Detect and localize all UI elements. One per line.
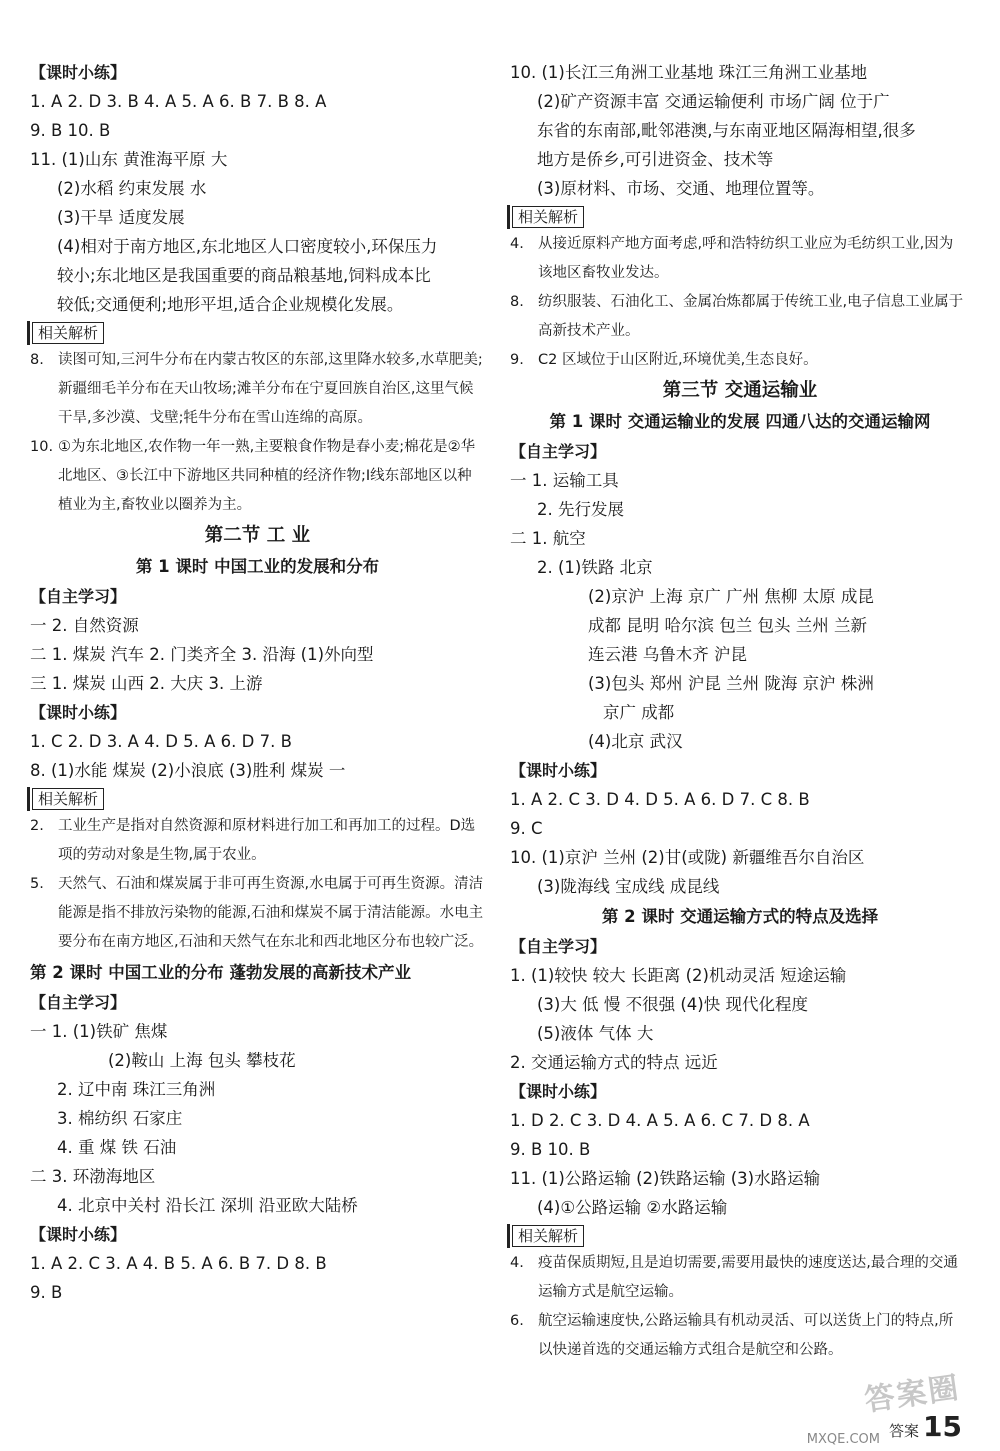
answer-line: 二 3. 环渤海地区	[30, 1167, 156, 1186]
explanation-number: 4.	[510, 236, 524, 252]
answer-line: (3)大 低 慢 不很强 (4)快 现代化程度	[537, 995, 808, 1014]
answer-line: (2)矿产资源丰富 交通运输便利 市场广阔 位于广	[537, 92, 890, 111]
explanation-text: ①为东北地区,农作物一年一熟,主要粮食作物是春小麦;棉花是②华北地区、③长江中下游地区共同种植的经济作物;Ⅰ线东部地区以种植业为主,畜牧业以圈养为主。	[58, 439, 476, 513]
answer-line: (4)①公路运输 ②水路运输	[537, 1198, 728, 1217]
explanation-number: 8.	[30, 352, 44, 368]
answer-line: 二 1. 煤炭 汽车 2. 门类齐全 3. 沿海 (1)外向型	[30, 645, 374, 664]
left-column	[30, 58, 485, 1307]
chapter-section-title: 第三节 交通运输业	[662, 380, 818, 401]
explanation-item	[510, 346, 970, 375]
section-heading: 【课时小练】	[510, 1082, 607, 1101]
explanation-item	[510, 288, 970, 346]
answer-line: 二 1. 航空	[510, 529, 586, 548]
answer-line: 较低;交通便利;地形平坦,适合企业规模化发展。	[57, 295, 404, 314]
explanation-item	[30, 812, 485, 870]
explanation-number: 10.	[30, 439, 54, 455]
answer-line: (2)水稻 约束发展 水	[57, 179, 207, 198]
answer-line: 2. 辽中南 珠江三角洲	[57, 1080, 216, 1099]
page-number-value: 15	[923, 1410, 962, 1443]
answer-line: 较小;东北地区是我国重要的商品粮基地,饲料成本比	[57, 266, 431, 285]
right-column	[510, 58, 970, 1365]
watermark-logo: 答案圈	[862, 1370, 963, 1419]
answer-line: 京广 成都	[603, 703, 675, 722]
explanation-text: C2 区域位于山区附近,环境优美,生态良好。	[538, 352, 818, 368]
analysis-tag-label: 相关解析	[32, 788, 104, 810]
explanation-text: 疫苗保质期短,且是迫切需要,需要用最快的速度送达,最合理的交通运输方式是航空运输。	[538, 1255, 958, 1300]
answer-line: 成都 昆明 哈尔滨 包兰 包头 兰州 兰新	[588, 616, 867, 635]
watermark-url: MXQE.COM	[806, 1432, 880, 1447]
explanation-text: 读图可知,三河牛分布在内蒙古牧区的东部,这里降水较多,水草肥美;新疆细毛羊分布在天山牧场;滩羊分布在宁夏回族自治区,这里气候干旱,多沙漠、戈壁;牦牛分布在雪山连绵的高原。	[58, 352, 483, 426]
section-heading: 【课时小练】	[30, 63, 127, 82]
lesson-title: 第 1 课时 中国工业的发展和分布	[135, 557, 380, 576]
answer-line: 9. B 10. B	[510, 1140, 591, 1159]
answer-line: 2. (1)铁路 北京	[537, 558, 653, 577]
answer-line: 1. A 2. C 3. D 4. D 5. A 6. D 7. C 8. B	[510, 790, 810, 809]
explanation-text: 工业生产是指对自然资源和原材料进行加工和再加工的过程。D选项的劳动对象是生物,属于农业。	[58, 818, 476, 863]
answer-line: 连云港 乌鲁木齐 沪昆	[588, 645, 747, 664]
answer-line: (4)相对于南方地区,东北地区人口密度较小,环保压力	[57, 237, 438, 256]
analysis-tag-label: 相关解析	[32, 322, 104, 344]
section-heading: 【课时小练】	[510, 761, 607, 780]
explanation-text: 航空运输速度快,公路运输具有机动灵活、可以送货上门的特点,所以快递首选的交通运输方式组合是航空和公路。	[538, 1313, 954, 1358]
answer-line: 9. B 10. B	[30, 121, 111, 140]
lesson-title: 第 2 课时 交通运输方式的特点及选择	[601, 907, 879, 926]
section-heading: 【自主学习】	[30, 587, 127, 606]
answer-line: 4. 北京中关村 沿长江 深圳 沿亚欧大陆桥	[57, 1196, 358, 1215]
answer-line: (3)原材料、市场、交通、地理位置等。	[537, 179, 825, 198]
explanation-number: 2.	[30, 818, 44, 834]
answer-line: 一 1. 运输工具	[510, 471, 619, 490]
answer-line: 9. B	[30, 1283, 63, 1302]
answer-line: 4. 重 煤 铁 石油	[57, 1138, 177, 1157]
answer-line: 三 1. 煤炭 山西 2. 大庆 3. 上游	[30, 674, 263, 693]
answer-line: 地方是侨乡,可引进资金、技术等	[537, 150, 774, 169]
answer-line: (5)液体 气体 大	[537, 1024, 654, 1043]
analysis-tag	[510, 1222, 970, 1249]
answer-line: (2)鞍山 上海 包头 攀枝花	[108, 1051, 296, 1070]
explanation-item	[510, 230, 970, 288]
answer-line: (3)干旱 适度发展	[57, 208, 185, 227]
explanation-item	[30, 433, 485, 520]
answer-line: 1. A 2. D 3. B 4. A 5. A 6. B 7. B 8. A	[30, 92, 327, 111]
answer-line: 1. C 2. D 3. A 4. D 5. A 6. D 7. B	[30, 732, 292, 751]
analysis-tag	[30, 785, 485, 812]
answer-line: 9. C	[510, 819, 543, 838]
answer-line: 一 2. 自然资源	[30, 616, 139, 635]
chapter-section-title: 第二节 工 业	[204, 525, 311, 546]
answer-line: 1. D 2. C 3. D 4. A 5. A 6. C 7. D 8. A	[510, 1111, 810, 1130]
explanation-number: 9.	[510, 352, 524, 368]
lesson-title: 第 2 课时 中国工业的分布 蓬勃发展的高新技术产业	[30, 963, 411, 982]
section-heading: 【课时小练】	[30, 703, 127, 722]
answer-line: (3)陇海线 宝成线 成昆线	[537, 877, 720, 896]
explanation-number: 8.	[510, 294, 524, 310]
lesson-title: 第 1 课时 交通运输业的发展 四通八达的交通运输网	[549, 412, 931, 431]
answer-line: 2. 先行发展	[537, 500, 624, 519]
explanation-number: 6.	[510, 1313, 524, 1329]
answer-line: 1. A 2. C 3. A 4. B 5. A 6. B 7. D 8. B	[30, 1254, 327, 1273]
answer-line: 一 1. (1)铁矿 焦煤	[30, 1022, 168, 1041]
answer-line: 3. 棉纺织 石家庄	[57, 1109, 183, 1128]
answer-line: 10. (1)长江三角洲工业基地 珠江三角洲工业基地	[510, 63, 868, 82]
explanation-text: 从接近原料产地方面考虑,呼和浩特纺织工业应为毛纺织工业,因为该地区畜牧业发达。	[538, 236, 954, 281]
analysis-tag	[30, 319, 485, 346]
answer-line: (3)包头 郑州 沪昆 兰州 陇海 京沪 株洲	[588, 674, 874, 693]
page-number	[889, 1410, 962, 1443]
answer-line: 2. 交通运输方式的特点 远近	[510, 1053, 718, 1072]
explanation-number: 5.	[30, 876, 44, 892]
answer-line: 11. (1)公路运输 (2)铁路运输 (3)水路运输	[510, 1169, 821, 1188]
analysis-tag-label: 相关解析	[512, 206, 584, 228]
explanation-number: 4.	[510, 1255, 524, 1271]
page-prefix: 答案	[889, 1422, 920, 1440]
answer-line: 10. (1)京沪 兰州 (2)甘(或陇) 新疆维吾尔自治区	[510, 848, 865, 867]
explanation-item	[510, 1249, 970, 1307]
explanation-text: 天然气、石油和煤炭属于非可再生资源,水电属于可再生资源。清洁能源是指不排放污染物的能源,石油和煤炭不属于清洁能源。水电主要分布在南方地区,石油和天然气在东北和西北地区分布也较广泛。	[58, 876, 484, 950]
answer-line: 8. (1)水能 煤炭 (2)小浪底 (3)胜利 煤炭 一	[30, 761, 346, 780]
answer-line: 东省的东南部,毗邻港澳,与东南亚地区隔海相望,很多	[537, 121, 916, 140]
explanation-item	[30, 870, 485, 957]
answer-line: (4)北京 武汉	[588, 732, 683, 751]
analysis-tag-label: 相关解析	[512, 1225, 584, 1247]
section-heading: 【自主学习】	[510, 937, 607, 956]
section-heading: 【自主学习】	[30, 993, 127, 1012]
explanation-text: 纺织服装、石油化工、金属冶炼都属于传统工业,电子信息工业属于高新技术产业。	[538, 294, 964, 339]
answer-line: 1. (1)较快 较大 长距离 (2)机动灵活 短途运输	[510, 966, 847, 985]
explanation-item	[30, 346, 485, 433]
answer-line: (2)京沪 上海 京广 广州 焦柳 太原 成昆	[588, 587, 874, 606]
section-heading: 【课时小练】	[30, 1225, 127, 1244]
explanation-item	[510, 1307, 970, 1365]
answer-line: 11. (1)山东 黄淮海平原 大	[30, 150, 228, 169]
section-heading: 【自主学习】	[510, 442, 607, 461]
analysis-tag	[510, 203, 970, 230]
